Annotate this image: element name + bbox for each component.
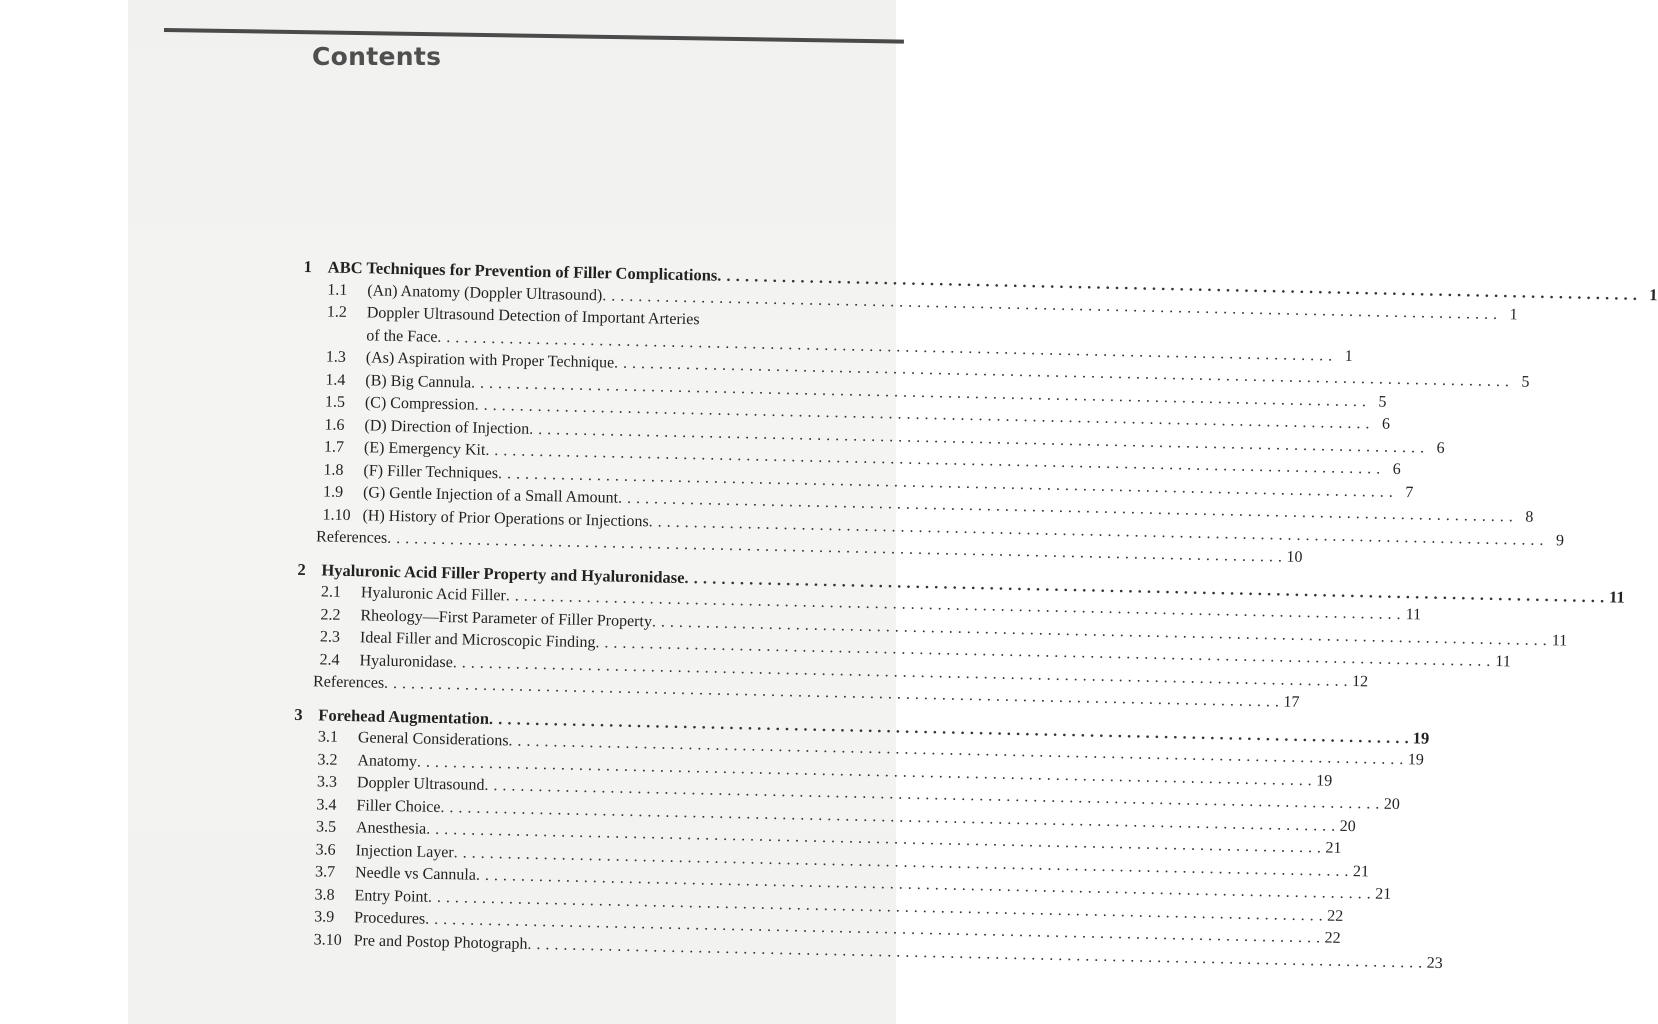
entry-number: 3 [294, 704, 303, 724]
entry-title: Doppler Ultrasound [356, 774, 485, 794]
entry-title: Forehead Augmentation [318, 704, 490, 728]
entry-page: 5 [1378, 393, 1387, 411]
entry-title: (H) History of Prior Operations or Injections [362, 506, 649, 530]
entry-number: 3.9 [313, 908, 335, 926]
entry-number: 3.7 [314, 863, 336, 881]
entry-title: Entry Point [354, 886, 429, 906]
entry-title: ABC Techniques for Prevention of Filler Complications [327, 257, 718, 285]
entry-number: 1.1 [327, 280, 348, 299]
header-rule [164, 28, 904, 44]
entry-number: 1.10 [322, 505, 351, 524]
entry-title: Doppler Ultrasound Detection of Important Arteries [366, 304, 700, 329]
table-of-contents [289, 256, 1658, 972]
entry-page: 20 [1339, 817, 1356, 835]
entry-title: Hyaluronic Acid Filler [360, 584, 506, 605]
entry-title: References [312, 673, 385, 692]
entry-number: 1.5 [324, 393, 346, 411]
entry-title: Injection Layer [355, 841, 454, 861]
book-page [128, 0, 1658, 1024]
entry-page: 11 [1608, 586, 1625, 607]
entry-number: 3.8 [314, 885, 335, 904]
entry-page: 11 [1495, 653, 1511, 671]
entry-number: 2.1 [320, 583, 342, 601]
entry-page: 19 [1316, 771, 1333, 790]
entry-page: 10 [1286, 548, 1303, 566]
entry-title: Hyaluronidase [359, 651, 454, 671]
entry-number: 2 [297, 559, 306, 579]
entry-page: 11 [1405, 606, 1422, 624]
entry-page: 20 [1383, 795, 1400, 814]
entry-number: 1.7 [323, 438, 345, 456]
entry-title: Anesthesia [355, 819, 427, 838]
entry-number: 1.2 [326, 303, 348, 321]
entry-page: 6 [1381, 415, 1391, 433]
entry-title: General Considerations [357, 729, 509, 750]
entry-page: 7 [1405, 483, 1414, 501]
entry-title: Filler Choice [356, 796, 441, 816]
entry-number: 3.5 [315, 818, 337, 836]
entry-page: 22 [1324, 929, 1341, 947]
entry-page: 21 [1325, 839, 1342, 857]
entry-page: 22 [1327, 907, 1344, 925]
entry-title: (E) Emergency Kit [363, 439, 486, 459]
entry-title: Ideal Filler and Microscopic Finding [359, 629, 596, 652]
entry-page: 11 [1551, 631, 1568, 650]
entry-page: 6 [1436, 439, 1445, 457]
page-title: Contents [312, 42, 442, 71]
entry-number: 1.4 [325, 370, 346, 389]
entry-page: 1 [1649, 285, 1658, 305]
entry-number: 2.4 [319, 650, 340, 669]
entry-title: Procedures [353, 909, 426, 928]
entry-page: 8 [1525, 508, 1534, 526]
entry-page: 23 [1426, 954, 1443, 972]
entry-title: (An) Anatomy (Doppler Ultrasound) [367, 281, 603, 304]
entry-number: 3.1 [317, 728, 339, 746]
entry-title: References [315, 528, 388, 547]
entry-number: 1 [303, 256, 313, 277]
entry-number: 3.3 [316, 773, 338, 791]
entry-title: Anatomy [357, 751, 418, 770]
entry-page: 17 [1283, 693, 1300, 711]
entry-title: Hyaluronic Acid Filler Property and Hyaluronidase [321, 559, 685, 587]
entry-title: (D) Direction of Injection [364, 416, 530, 438]
entry-page: 9 [1555, 531, 1565, 549]
entry-page: 6 [1392, 460, 1401, 479]
entry-number: 3.10 [313, 930, 342, 949]
entry-title: Needle vs Cannula [354, 864, 477, 884]
entry-title: Pre and Postop Photograph [353, 931, 528, 953]
entry-title-continued: of the Face [366, 326, 438, 346]
entry-number: 1.3 [325, 348, 347, 366]
entry-title: (As) Aspiration with Proper Technique [365, 349, 615, 372]
entry-page: 5 [1521, 373, 1530, 391]
entry-title: (F) Filler Techniques [363, 461, 499, 482]
entry-page: 21 [1352, 862, 1370, 880]
entry-number: 3.2 [317, 750, 338, 769]
entry-number: 2.2 [320, 605, 341, 624]
entry-title: (C) Compression [364, 394, 475, 414]
entry-title: (G) Gentle Injection of a Small Amount [362, 484, 619, 507]
entry-page: 19 [1412, 727, 1430, 748]
entry-title: Rheology—First Parameter of Filler Property [360, 606, 653, 630]
entry-number: 1.9 [322, 483, 344, 501]
entry-page: 1 [1344, 347, 1353, 365]
entry-number: 3.6 [315, 840, 336, 859]
entry-number: 2.3 [319, 628, 341, 646]
entry-page: 19 [1407, 751, 1424, 769]
entry-page: 1 [1509, 305, 1518, 323]
entry-page: 21 [1375, 885, 1392, 903]
entry-page: 12 [1351, 672, 1369, 690]
entry-number: 1.6 [324, 415, 345, 434]
entry-number: 1.8 [323, 460, 344, 479]
entry-number: 3.4 [316, 795, 337, 814]
entry-title: (B) Big Cannula [365, 371, 472, 392]
